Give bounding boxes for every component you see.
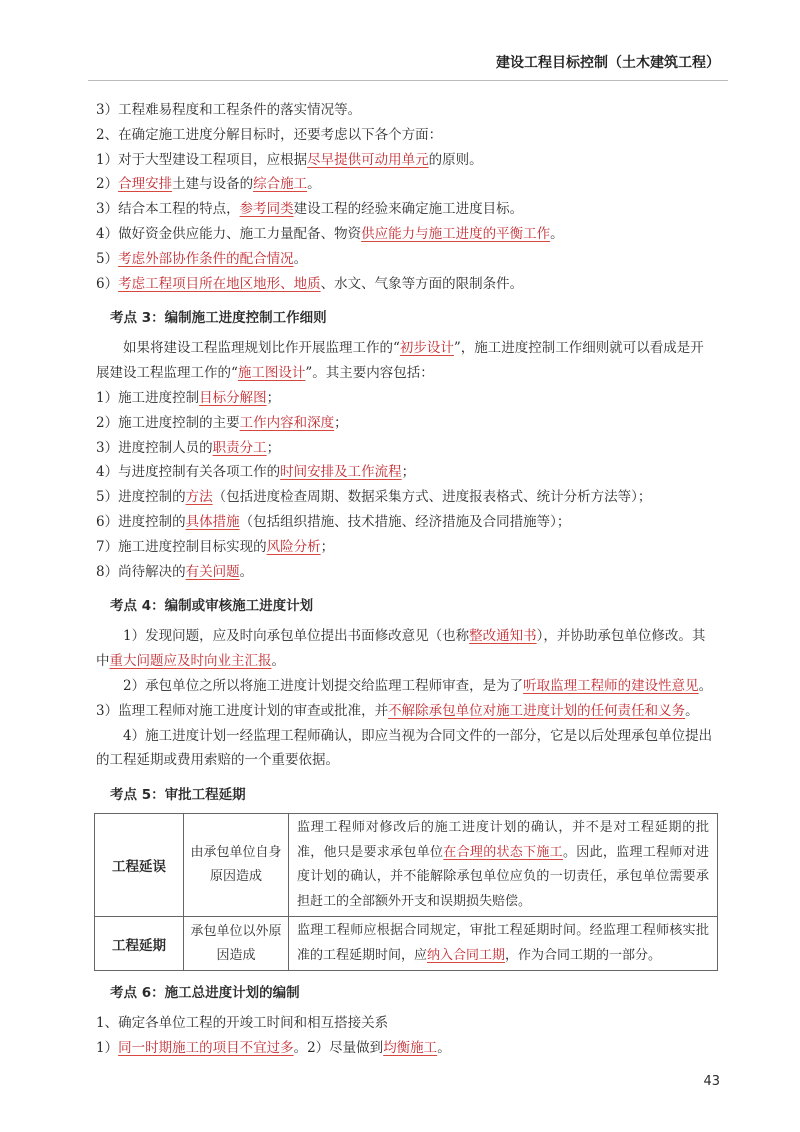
highlighted-phrase: 有关问题 [185,563,240,580]
text-run: 监理工程师对修改后的施工进度计划的确认，并不是对工程延期的批准，他只是要求承包单位 [297,820,709,860]
text-run: 2、在确定施工进度分解目标时，还要考虑以下各个方面： [96,126,443,143]
highlighted-phrase: 考虑工程项目所在地区地形、地质 [118,275,321,292]
text-run: ； [334,414,348,431]
highlighted-phrase: 目标分解图 [199,389,267,406]
list-item [96,123,716,148]
highlighted-phrase: 具体措施 [185,513,240,530]
row-description [289,814,718,917]
text-run: 监理工程师应根据合同规定，审批工程延期时间。经监理工程师核实批准的工程延期时间，应 [297,923,709,963]
list-item [96,560,716,585]
highlighted-phrase: 初步设计 [399,340,454,357]
running-header: 建设工程目标控制（土木建筑工程） [496,55,720,71]
text-run: 1、确定各单位工程的开竣工时间和相互搭接关系 [96,1015,389,1032]
highlighted-phrase: 同一时期施工的项目不宜过多 [118,1039,294,1056]
highlighted-phrase: 纳入合同工期 [427,947,506,963]
text-run: 。 [550,225,564,242]
text-run: 2） [96,176,119,193]
heading-point-6: 考点 6：施工总进度计划的编制 [110,985,300,1002]
list-item [96,197,716,222]
row-cause: 由承包单位自身原因造成 [184,814,289,917]
text-run: 3）工程难易程度和工程条件的落实情况等。 [96,102,362,118]
text-run: 3）进度控制人员的 [96,439,213,456]
highlighted-phrase: 整改通知书 [469,628,537,645]
highlighted-phrase: 不解除承包单位对施工进度计划的任何责任和义务 [388,702,686,719]
list-item [96,1011,716,1036]
text-run: 3）结合本工程的特点， [96,201,240,218]
highlighted-phrase: 供应能力与施工进度的平衡工作 [361,225,551,242]
text-run: 如果将建设工程监理规划比作开展监理工作的“ [123,340,400,357]
text-run: 、水文、气象等方面的限制条件。 [320,275,524,292]
list-item [96,98,716,123]
list-item [96,247,716,272]
text-run: 4）做好资金供应能力、施工力量配备、物资 [96,225,362,242]
highlighted-phrase: 听取监理工程师的建设性意见 [523,677,699,694]
highlighted-phrase: 均衡施工 [383,1039,438,1056]
list-item [96,510,716,535]
section-master-schedule [96,1011,716,1061]
text-run: ，作为合同工期的一部分。 [505,947,662,963]
page-content [96,98,716,1061]
text-run: 5） [96,250,119,267]
list-item [96,222,716,247]
row-name: 工程延期 [95,917,184,971]
highlighted-phrase: 尽早提供可动用单元 [307,151,429,168]
text-run: ），并协助承包单位修改。其中 [96,628,706,670]
text-run: 。 [293,250,308,267]
row-name: 工程延误 [95,814,184,917]
text-run: 7）施工进度控制目标实现的 [96,538,267,555]
text-run: 。 [239,563,254,580]
page-number: 43 [703,1074,720,1089]
text-run: ； [320,538,335,555]
section-schedule-review [96,624,716,773]
highlighted-phrase: 时间安排及工作流程 [280,464,402,481]
text-run: 8）尚待解决的 [96,563,186,580]
text-run: 。3）监理工程师对施工进度计划的审查或批准，并 [96,677,713,719]
text-run: 。因此，监理工程师对进度计划的确认，并不能解除承包单位应负的一切责任，承包单位需要承担赶工的全部额外开支和误期损失赔偿。 [297,844,709,909]
highlighted-phrase: 合理安排 [118,176,173,193]
text-run: 1）发现问题，应及时向承包单位提出书面修改意见（也称 [123,628,470,645]
heading-point-3: 考点 3：编制施工进度控制工作细则 [110,310,327,327]
list-item [96,172,716,197]
text-run: ； [266,439,281,456]
paragraph [96,624,716,674]
highlighted-phrase: 重大问题应及时向业主汇报 [109,653,272,670]
text-run: 。 [437,1039,451,1056]
highlighted-phrase: 在合理的状态下施工 [443,844,563,860]
text-run: 6） [96,275,119,292]
text-run: 。 [307,176,321,193]
extension-table [94,813,718,971]
heading-point-4: 考点 4：编制或审核施工进度计划 [110,598,314,615]
text-run: 2）承包单位之所以将施工进度计划提交给监理工程师审查，是为了 [123,677,524,694]
text-run: 。2）尽量做到 [293,1039,384,1056]
text-run: （包括进度检查周期、数据采集方式、进度报表格式、统计分析方法等）； [212,489,652,506]
text-run: 1） [96,1039,119,1056]
text-run: （包括组织措施、技术措施、经济措施及合同措施等）； [239,513,571,530]
section-decomposition [96,98,716,296]
list-item [96,535,716,560]
text-run: 1）施工进度控制 [96,389,200,406]
highlighted-phrase: 考虑外部协作条件的配合情况 [118,250,294,267]
text-run: ； [266,389,281,406]
text-run: 。 [271,653,285,670]
table-row [95,917,718,971]
paragraph [96,674,716,724]
highlighted-phrase: 方法 [185,489,213,506]
highlighted-phrase: 职责分工 [212,439,267,456]
highlighted-phrase: 工作内容和深度 [239,414,335,431]
text-run: 的原则。 [428,151,483,168]
highlighted-phrase: 参考同类 [239,201,294,218]
text-run: ”。其主要内容包括： [305,365,434,382]
paragraph [96,724,716,774]
list-item [96,386,716,411]
heading-point-5: 考点 5：审批工程延期 [110,787,246,804]
text-run: 5）进度控制的 [96,489,186,506]
text-run: 6）进度控制的 [96,513,186,530]
row-description [289,917,718,971]
highlighted-phrase: 综合施工 [253,176,308,193]
list-item [96,436,716,461]
table-row [95,814,718,917]
text-run: 4）与进度控制有关各项工作的 [96,464,281,481]
list-item [96,272,716,297]
text-run: 。 [685,702,699,719]
text-run: ”，施工进度控制工作细则就可以看成是开展建设工程监理工作的“ [96,340,704,382]
paragraph-intro-3 [96,336,716,386]
text-run: ； [401,464,416,481]
list-item [96,411,716,436]
list-item [96,148,716,173]
row-cause: 承包单位以外原因造成 [184,917,289,971]
section-work-rules [96,386,716,584]
text-run: 建设工程的经验来确定施工进度目标。 [293,201,524,218]
text-run: 4）施工进度计划一经监理工程师确认，即应当视为合同文件的一部分，它是以后处理承包单位提出的工程延期或费用索赔的一个重要依据。 [96,727,713,769]
list-item [96,1036,716,1061]
highlighted-phrase: 施工图设计 [237,365,306,382]
highlighted-phrase: 风险分析 [266,538,321,555]
header-rule [88,80,728,81]
list-item [96,460,716,485]
text-run: 2）施工进度控制的主要 [96,414,240,431]
text-run: 土建与设备的 [172,176,254,193]
list-item [96,485,716,510]
text-run: 1）对于大型建设工程项目，应根据 [96,151,308,168]
